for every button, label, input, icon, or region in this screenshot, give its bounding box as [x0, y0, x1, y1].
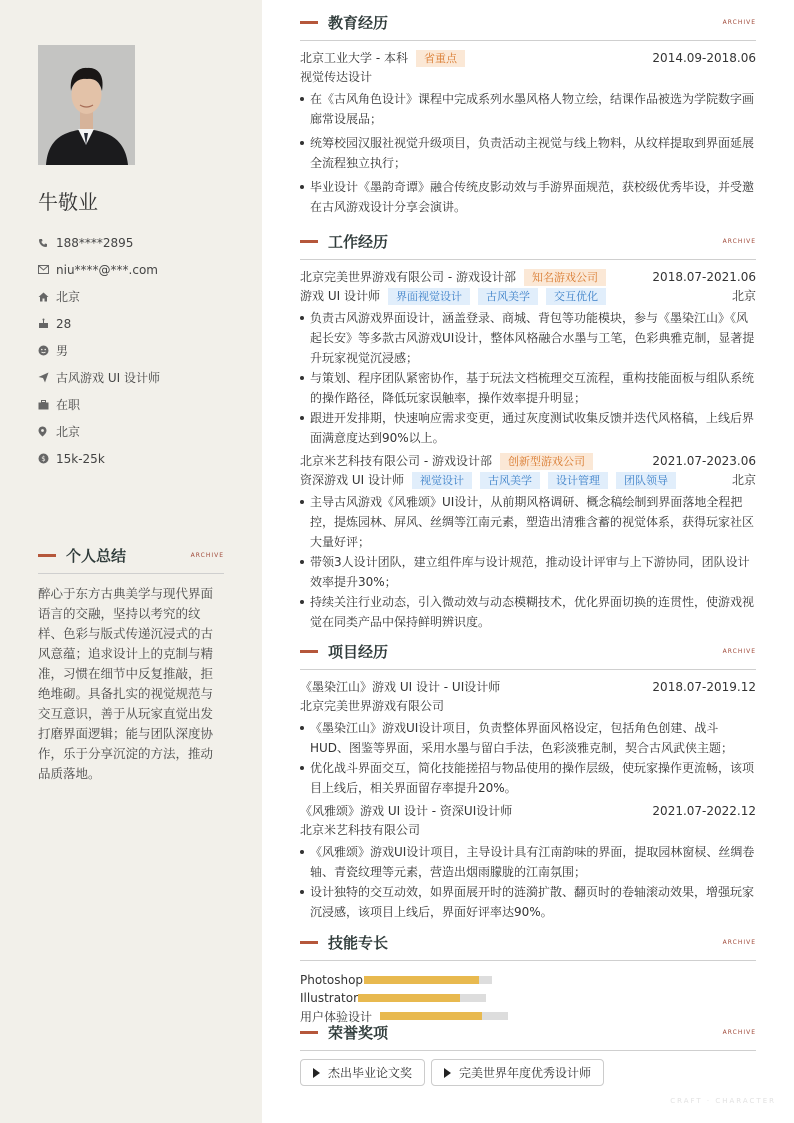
award-label: 杰出毕业论文奖 [328, 1066, 413, 1080]
project-header-row [300, 678, 756, 697]
divider [300, 259, 756, 260]
age-text: 28 [56, 316, 72, 331]
skill-tag: 古风美学 [480, 472, 540, 489]
skill-bar [358, 994, 486, 1002]
profile-photo [38, 45, 135, 165]
info-home [38, 283, 228, 310]
skill-bar [380, 1012, 508, 1020]
award-item [431, 1059, 604, 1086]
education-major-row [300, 68, 756, 87]
summary-section [38, 543, 224, 784]
svg-text:$: $ [41, 455, 46, 463]
job-header-row [300, 268, 756, 287]
job-entry [300, 452, 756, 632]
play-icon [444, 1068, 451, 1078]
section-header [300, 1020, 756, 1044]
project-date: 2018.07-2019.12 [652, 680, 756, 694]
job-date: 2018.07-2021.06 [652, 270, 756, 284]
education-date: 2014.09-2018.06 [652, 51, 756, 65]
status-text: 在职 [56, 398, 81, 412]
skill-item [300, 971, 530, 989]
project-name: 《风雅颂》游戏 UI 设计 - 资深UI设计师 [300, 804, 513, 818]
company-name: 北京米艺科技有限公司 - 游戏设计部 [300, 454, 492, 468]
honors-section [300, 1020, 756, 1086]
project-name: 《墨染江山》游戏 UI 设计 - UI设计师 [300, 680, 501, 694]
play-icon [313, 1068, 320, 1078]
archive-tag: ARCHIVE [722, 18, 756, 26]
list-item: 《墨染江山》游戏UI设计项目，负责整体界面风格设定，包括角色创建、战斗HUD、图鉴等界面，采用水墨与留白手法，色彩淡雅克制，契合古风武侠主题； [300, 718, 756, 758]
skill-tag: 古风美学 [478, 288, 538, 305]
home-icon [38, 292, 56, 302]
project-company-row [300, 821, 756, 840]
job-city: 北京 [731, 289, 756, 303]
section-title: 教育经历 [328, 13, 389, 32]
skills-section [300, 930, 756, 1025]
project-entry [300, 678, 756, 798]
archive-tag: ARCHIVE [722, 1028, 756, 1036]
accent-bar [38, 554, 56, 557]
list-item: 毕业设计《墨韵奇谭》融合传统皮影动效与手游界面规范，获校级优秀毕设，并受邀在古风游戏设计分享会演讲。 [300, 177, 756, 217]
home-text: 北京 [56, 290, 81, 304]
sidebar [0, 0, 262, 1123]
main-content [262, 0, 794, 1123]
info-status [38, 391, 228, 418]
school-name: 北京工业大学 - 本科 [300, 51, 408, 65]
education-header-row [300, 49, 756, 68]
section-title: 个人总结 [66, 546, 127, 565]
archive-tag: ARCHIVE [722, 237, 756, 245]
company-badge: 创新型游戏公司 [500, 453, 593, 470]
info-salary [38, 445, 228, 472]
job-date: 2021.07-2023.06 [652, 454, 756, 468]
section-title: 技能专长 [328, 933, 389, 952]
list-item: 与策划、程序团队紧密协作，基于玩法文档梳理交互流程，重构技能面板与组队系统的操作路径，降低玩家误触率，操作效率提升明显； [300, 368, 756, 408]
skill-bar-fill [364, 976, 479, 984]
project-company: 北京完美世界游戏有限公司 [300, 699, 445, 713]
section-header [38, 543, 224, 567]
info-age [38, 310, 228, 337]
job-role-row [300, 471, 756, 490]
info-email [38, 256, 228, 283]
mail-icon [38, 265, 56, 274]
project-date: 2021.07-2022.12 [652, 804, 756, 818]
education-section [300, 10, 756, 221]
section-header [300, 229, 756, 253]
accent-bar [300, 21, 318, 24]
project-company-row [300, 697, 756, 716]
project-entry [300, 802, 756, 922]
list-item: 优化战斗界面交互，简化技能搓招与物品使用的操作层级，使玩家操作更流畅，该项目上线后，相关界面留存率提升20%。 [300, 758, 756, 798]
face-icon [38, 345, 56, 356]
skill-tag: 界面视觉设计 [388, 288, 470, 305]
list-item: 跟进开发排期，快速响应需求变更，通过灰度测试收集反馈并迭代风格稿，上线后界面满意度达到90%以上。 [300, 408, 756, 448]
skill-tag: 视觉设计 [412, 472, 472, 489]
section-header [300, 10, 756, 34]
phone-icon [38, 238, 56, 248]
person-name: 牛敬业 [38, 190, 98, 214]
divider [38, 573, 224, 574]
education-bullets [300, 89, 756, 217]
job-role: 游戏 UI 设计师 [300, 289, 380, 303]
send-icon [38, 372, 56, 383]
skill-tag: 交互优化 [546, 288, 606, 305]
skill-bar [364, 976, 492, 984]
skill-name: 用户体验设计 [300, 1009, 373, 1024]
list-item: 《风雅颂》游戏UI设计项目，主导设计具有江南韵味的界面，提取园林窗棂、丝绸卷轴、青瓷纹理等元素，营造出烟雨朦胧的江南氛围； [300, 842, 756, 882]
info-location [38, 418, 228, 445]
job-header-row [300, 452, 756, 471]
briefcase-icon [38, 400, 56, 410]
contact-info [38, 229, 228, 472]
section-header [300, 639, 756, 663]
award-label: 完美世界年度优秀设计师 [459, 1066, 592, 1080]
award-item [300, 1059, 425, 1086]
info-phone [38, 229, 228, 256]
archive-tag: ARCHIVE [190, 551, 224, 559]
email-text: niu****@***.com [56, 262, 158, 277]
company-name: 北京完美世界游戏有限公司 - 游戏设计部 [300, 270, 516, 284]
skill-name: Photoshop [300, 973, 364, 987]
accent-bar [300, 941, 318, 944]
accent-bar [300, 1031, 318, 1034]
archive-tag: ARCHIVE [722, 938, 756, 946]
location-pin-icon [38, 426, 56, 437]
section-title: 荣誉奖项 [328, 1023, 389, 1042]
watermark: CRAFT · CHARACTER [670, 1097, 776, 1105]
company-badge: 知名游戏公司 [524, 269, 606, 286]
job-role: 资深游戏 UI 设计师 [300, 473, 404, 487]
project-header-row [300, 802, 756, 821]
gender-text: 男 [56, 344, 69, 358]
cake-icon [38, 318, 56, 329]
skill-tag: 设计管理 [548, 472, 608, 489]
job-bullets [300, 492, 756, 632]
money-icon [38, 453, 56, 464]
info-position [38, 364, 228, 391]
list-item: 负责古风游戏界面设计，涵盖登录、商城、背包等功能模块，参与《墨染江山》《风起长安》等多款古风游戏UI设计，整体风格融合水墨与工笔，色彩典雅克制，显著提升玩家视觉沉浸感； [300, 308, 756, 368]
summary-text: 醉心于东方古典美学与现代界面语言的交融，坚持以考究的纹样、色彩与版式传递沉浸式的古风意蕴；追求设计上的克制与精准，习惯在细节中反复推敲，拒绝堆砌。具备扎实的视觉规范与交互意识，善于从玩家直觉出发打磨界面逻辑；能与团队深度协作，乐于分享沉淀的方法，推动品质落地。 [38, 586, 214, 781]
salary-text: 15k-25k [56, 451, 105, 466]
portrait-image [38, 45, 135, 165]
divider [300, 40, 756, 41]
skill-bar-fill [380, 1012, 482, 1020]
job-entry [300, 268, 756, 448]
divider [300, 960, 756, 961]
list-item: 带领3人设计团队，建立组件库与设计规范，推动设计评审与上下游协同，团队设计效率提升30%； [300, 552, 756, 592]
job-role-row [300, 287, 756, 306]
accent-bar [300, 650, 318, 653]
divider [300, 669, 756, 670]
skill-bar-fill [358, 994, 460, 1002]
location-text: 北京 [56, 425, 81, 439]
accent-bar [300, 240, 318, 243]
section-title: 工作经历 [328, 232, 389, 251]
job-city: 北京 [731, 473, 756, 487]
project-bullets [300, 718, 756, 798]
info-gender [38, 337, 228, 364]
archive-tag: ARCHIVE [722, 647, 756, 655]
work-section [300, 229, 756, 632]
phone-text: 188****2895 [56, 235, 134, 250]
list-item: 设计独特的交互动效，如界面展开时的涟漪扩散、翻页时的卷轴滚动效果，增强玩家沉浸感，该项目上线后，界面好评率达90%。 [300, 882, 756, 922]
school-badge: 省重点 [416, 50, 465, 67]
list-item: 在《古风角色设计》课程中完成系列水墨风格人物立绘，结课作品被选为学院数字画廊常设展品； [300, 89, 756, 129]
list-item: 持续关注行业动态，引入微动效与动态模糊技术，优化界面切换的连贯性，使游戏视觉在同类产品中保持鲜明辨识度。 [300, 592, 756, 632]
skill-item [300, 989, 530, 1007]
skills-list [300, 971, 756, 1025]
awards-list [300, 1059, 756, 1086]
major-name: 视觉传达设计 [300, 70, 373, 84]
job-bullets [300, 308, 756, 448]
position-text: 古风游戏 UI 设计师 [56, 371, 160, 385]
skill-tag: 团队领导 [616, 472, 676, 489]
projects-section [300, 639, 756, 922]
section-header [300, 930, 756, 954]
section-title: 项目经历 [328, 642, 389, 661]
list-item: 主导古风游戏《风雅颂》UI设计，从前期风格调研、概念稿绘制到界面落地全程把控，提炼园林、屏风、丝绸等江南元素，塑造出清雅含蓄的视觉体系，获得玩家社区大量好评； [300, 492, 756, 552]
project-bullets [300, 842, 756, 922]
skill-name: Illustrator [300, 991, 359, 1005]
project-company: 北京米艺科技有限公司 [300, 823, 421, 837]
list-item: 统筹校园汉服社视觉升级项目，负责活动主视觉与线上物料，从纹样提取到界面延展全流程独立执行； [300, 133, 756, 173]
divider [300, 1050, 756, 1051]
